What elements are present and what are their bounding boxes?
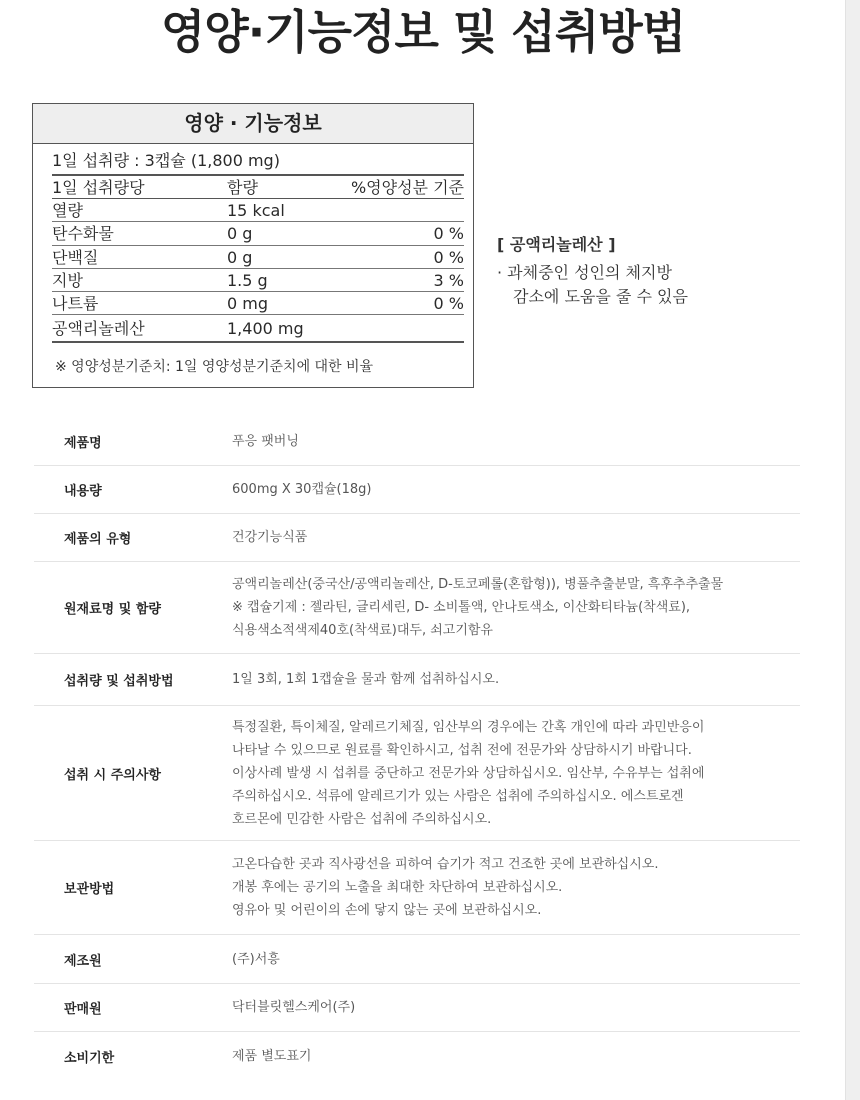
nutrition-row xyxy=(52,222,464,245)
info-value xyxy=(232,430,800,453)
column-label: 함량 xyxy=(227,178,258,197)
product-info-table xyxy=(34,418,800,1080)
info-label: 제품명 xyxy=(64,436,102,451)
column-label: 1일 섭취량당 xyxy=(52,178,145,197)
info-value xyxy=(232,526,800,549)
nutrition-row xyxy=(52,246,464,269)
nutrient-name: 탄수화물 xyxy=(52,224,114,244)
nutrient-name: 공액리놀레산 xyxy=(52,319,145,339)
info-value xyxy=(232,996,800,1019)
nutrition-column-header xyxy=(52,174,464,199)
nutrient-amount: 1,400 mg xyxy=(227,319,304,339)
nutrition-row xyxy=(52,199,464,222)
info-line: 주의하십시오. 석류에 알레르기가 있는 사람은 섭취에 주의하십시오. 에스트로겐 xyxy=(232,788,684,804)
nutrition-header: 영양 · 기능정보 xyxy=(33,104,473,144)
info-line: (주)서흥 xyxy=(232,951,280,967)
info-line: 식용색소적색제40호(착색료)대두, 쇠고기함유 xyxy=(232,623,493,638)
info-label: 원재료명 및 함량 xyxy=(64,602,161,617)
info-value xyxy=(232,1045,800,1068)
serving-size: 1일 섭취량 : 3캡슐 (1,800 mg) xyxy=(52,151,280,170)
info-label: 제조원 xyxy=(64,953,102,969)
info-line: 호르몬에 민감한 사람은 섭취에 주의하십시오. xyxy=(232,811,492,827)
info-label: 보관방법 xyxy=(64,882,115,897)
claim-line: 감소에 도움을 줄 수 있음 xyxy=(513,287,688,306)
claim-title: [ 공액리놀레산 ] xyxy=(497,235,616,254)
info-row-seller xyxy=(34,984,800,1032)
nutrition-facts-box xyxy=(32,103,474,388)
page-title: 영양·기능정보 및 섭취방법 xyxy=(160,5,686,59)
nutrient-name: 지방 xyxy=(52,270,83,290)
nutrient-amount: 0 mg xyxy=(227,294,269,314)
info-line: 건강기능식품 xyxy=(232,530,308,545)
nutrient-percent: 0 % xyxy=(433,294,464,314)
info-label: 제품의 유형 xyxy=(64,532,132,547)
info-row-expiry xyxy=(34,1032,800,1080)
info-line: 나타날 수 있으므로 원료를 확인하시고, 섭취 전에 전문가와 상담하시기 바랍니다. xyxy=(232,742,692,758)
nutrition-row xyxy=(52,292,464,315)
info-line: 1일 3회, 1회 1캡슐을 물과 함께 섭취하십시오. xyxy=(232,672,500,687)
info-row-manufacturer xyxy=(34,935,800,984)
info-line: 고온다습한 곳과 직사광선을 피하여 습기가 적고 건조한 곳에 보관하십시오. xyxy=(232,857,659,872)
nutrient-percent: 0 % xyxy=(433,224,464,244)
info-row-content xyxy=(34,466,800,514)
info-line: 이상사례 발생 시 섭취를 중단하고 전문가와 상담하십시오. 임산부, 수유부는 섭취에 xyxy=(232,765,705,781)
info-line: 특정질환, 특이체질, 알레르기체질, 임산부의 경우에는 간혹 개인에 따라 과민반응이 xyxy=(232,719,705,735)
nutrition-footnote: ※ 영양성분기준치: 1일 영양성분기준치에 대한 비율 xyxy=(55,359,374,375)
info-line: 개봉 후에는 공기의 노출을 최대한 차단하여 보관하십시오. xyxy=(232,880,563,895)
info-value xyxy=(232,478,800,501)
nutrient-name: 열량 xyxy=(52,201,83,220)
info-label: 내용량 xyxy=(64,484,102,499)
info-row-type xyxy=(34,514,800,562)
info-row-storage xyxy=(34,841,800,935)
column-label: %영양성분 기준 xyxy=(350,178,464,197)
info-line: 푸응 팻버닝 xyxy=(232,434,299,449)
info-value xyxy=(232,716,800,831)
info-label: 소비기한 xyxy=(64,1050,115,1066)
scrollbar-track[interactable] xyxy=(845,0,860,1100)
info-line: 공액리놀레산(중국산/공액리놀레산, D-토코페롤(혼합형)), 병풀추출분말, 흑후추추출물 xyxy=(232,577,724,592)
info-value xyxy=(232,573,800,642)
info-value xyxy=(232,948,800,971)
info-line: 영유아 및 어린이의 손에 닿지 않는 곳에 보관하십시오. xyxy=(232,903,542,918)
nutrient-amount: 0 g xyxy=(227,224,253,244)
info-label: 판매원 xyxy=(64,1002,102,1017)
claim-line: · 과체중인 성인의 체지방 xyxy=(497,263,672,282)
nutrition-row xyxy=(52,315,464,343)
nutrient-percent: 3 % xyxy=(433,270,464,290)
nutrient-amount: 0 g xyxy=(227,247,253,267)
info-row-dosage xyxy=(34,654,800,706)
info-label: 섭취량 및 섭취방법 xyxy=(64,674,174,689)
functional-claim-note xyxy=(497,232,688,309)
nutrition-table xyxy=(52,174,464,343)
info-value xyxy=(232,668,800,691)
info-row-product-name xyxy=(34,418,800,466)
nutrient-name: 나트륨 xyxy=(52,294,99,314)
info-row-ingredients xyxy=(34,562,800,654)
info-line: 600mg X 30캡슐(18g) xyxy=(232,482,372,497)
nutrient-name: 단백질 xyxy=(52,247,99,267)
nutrient-percent: 0 % xyxy=(433,247,464,267)
info-line: 닥터블릿헬스케어(주) xyxy=(232,1000,356,1015)
nutrition-row xyxy=(52,269,464,292)
nutrient-amount: 1.5 g xyxy=(227,270,268,290)
info-line: 제품 별도표기 xyxy=(232,1048,312,1064)
nutrient-amount: 15 kcal xyxy=(227,201,285,220)
info-value xyxy=(232,853,800,922)
info-row-cautions xyxy=(34,706,800,841)
info-line: ※ 캡슐기제 : 젤라틴, 글리세린, D- 소비톨액, 안나토색소, 이산화티타늄(착색료), xyxy=(232,600,691,615)
info-label: 섭취 시 주의사항 xyxy=(64,767,161,783)
